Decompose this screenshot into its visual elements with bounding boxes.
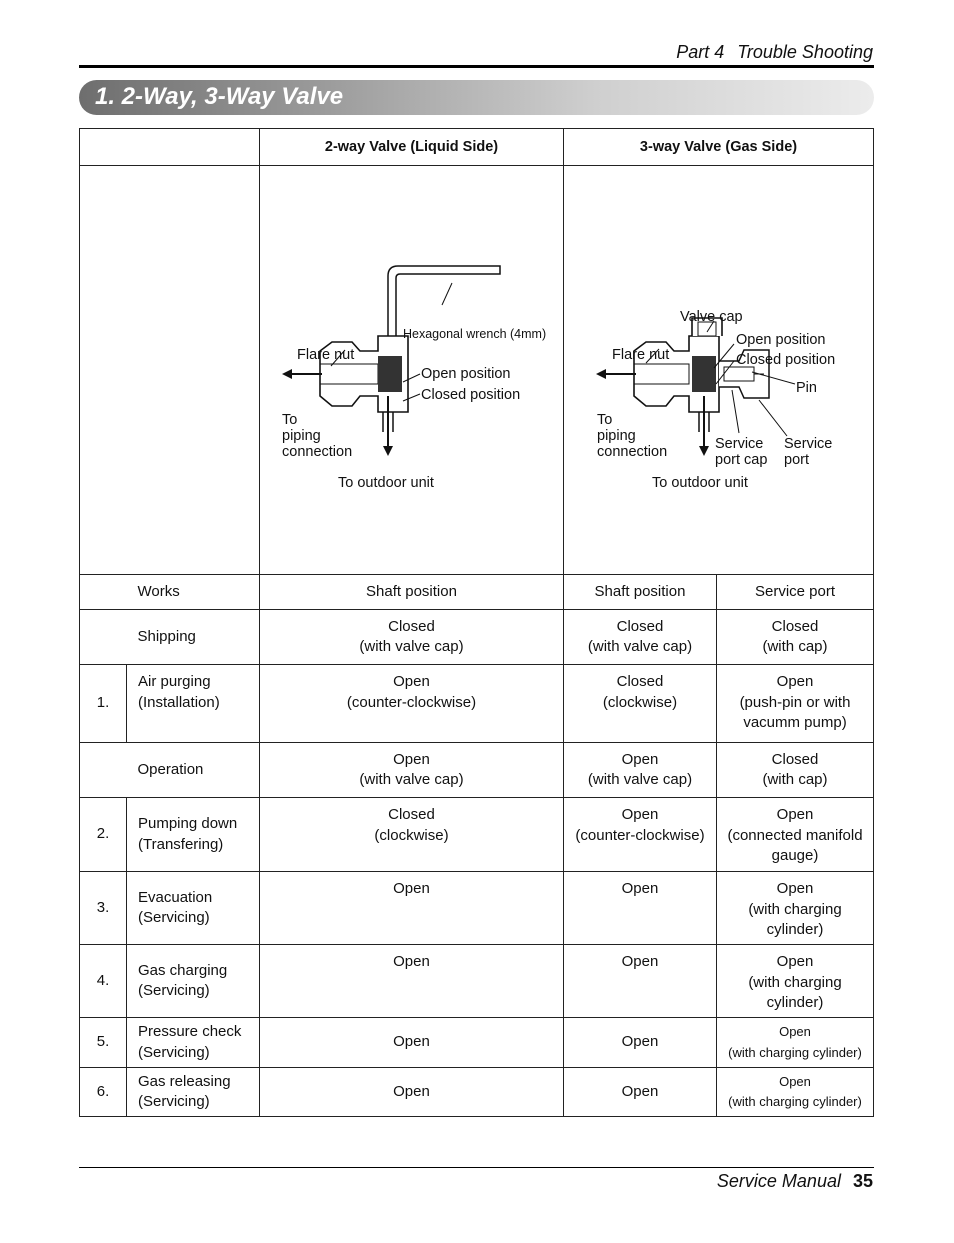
footer-rule [79, 1167, 874, 1168]
valve-table [79, 128, 874, 1117]
two-way-diagram-cell [260, 166, 564, 575]
row-two-way: Open [260, 945, 564, 1018]
label-valve-cap: Valve cap [680, 309, 743, 325]
row-num [80, 743, 127, 798]
row-port: Closed (with cap) [717, 743, 874, 798]
table-row [80, 798, 874, 872]
label-open-position: Open position [421, 366, 511, 382]
col-two-way: 2-way Valve (Liquid Side) [260, 129, 564, 166]
row-num: 6. [80, 1068, 127, 1117]
row-two-way: Open [260, 872, 564, 945]
label-flare-nut-3way: Flare nut [612, 347, 670, 363]
title-bar [79, 80, 874, 115]
page-title: 1. 2-Way, 3-Way Valve [95, 83, 344, 110]
table-header-row [80, 129, 874, 166]
page-footer [717, 1171, 873, 1192]
row-work: Pumping down (Transfering) [127, 798, 260, 872]
row-shaft: Open [564, 872, 717, 945]
row-work: Gas releasing (Servicing) [127, 1068, 260, 1117]
label-piping-3way: piping [597, 428, 636, 444]
diagram-row [80, 166, 874, 575]
row-two-way: Open (with valve cap) [260, 743, 564, 798]
table-row [80, 1018, 874, 1068]
row-num: 1. [80, 665, 127, 743]
two-way-valve-diagram [260, 166, 563, 574]
row-num: 3. [80, 872, 127, 945]
row-shaft: Closed (clockwise) [564, 665, 717, 743]
table-row [80, 665, 874, 743]
label-to: To [282, 412, 298, 428]
row-two-way: Closed (clockwise) [260, 798, 564, 872]
label-service-port-1: Service [784, 436, 833, 452]
row-work: Pressure check (Servicing) [127, 1018, 260, 1068]
label-connection: connection [282, 444, 353, 460]
three-way-valve-diagram [564, 166, 873, 574]
label-flare-nut: Flare nut [297, 347, 355, 363]
page-header [668, 42, 873, 63]
table-row [80, 945, 874, 1018]
label-pin: Pin [796, 380, 817, 396]
label-to-outdoor-3way: To outdoor unit [652, 475, 748, 491]
row-work: Operation [127, 743, 260, 798]
row-port: Open (push-pin or with vacumm pump) [717, 665, 874, 743]
subheader-works: Works [127, 575, 260, 610]
header-section: Trouble Shooting [737, 42, 873, 62]
row-shaft: Closed (with valve cap) [564, 610, 717, 665]
row-work: Evacuation (Servicing) [127, 872, 260, 945]
label-hex-wrench: Hexagonal wrench (4mm) [403, 327, 547, 341]
label-open-position-3way: Open position [736, 332, 826, 348]
row-work: Gas charging (Servicing) [127, 945, 260, 1018]
label-service-port-cap-2: port cap [715, 452, 768, 468]
row-port: Open (with charging cylinder) [717, 1068, 874, 1117]
three-way-diagram-cell [564, 166, 874, 575]
label-to-outdoor: To outdoor unit [338, 475, 434, 491]
label-piping: piping [282, 428, 321, 444]
row-num: 4. [80, 945, 127, 1018]
page-number: 35 [852, 1171, 873, 1191]
footer-manual: Service Manual [716, 1171, 841, 1191]
row-shaft: Open (counter-clockwise) [564, 798, 717, 872]
header-empty-cell [80, 129, 260, 166]
table-row [80, 872, 874, 945]
row-two-way: Open (counter-clockwise) [260, 665, 564, 743]
label-to-3way: To [597, 412, 613, 428]
table-row [80, 743, 874, 798]
diagram-empty-cell [80, 166, 260, 575]
table-row [80, 1068, 874, 1117]
subheader-row [80, 575, 874, 610]
subheader-num [80, 575, 127, 610]
row-two-way: Closed (with valve cap) [260, 610, 564, 665]
row-port: Closed (with cap) [717, 610, 874, 665]
row-work: Air purging (Installation) [127, 665, 260, 743]
row-two-way: Open [260, 1018, 564, 1068]
row-shaft: Open [564, 1018, 717, 1068]
col-three-way: 3-way Valve (Gas Side) [564, 129, 874, 166]
row-shaft: Open [564, 1068, 717, 1117]
row-shaft: Open [564, 945, 717, 1018]
row-num: 2. [80, 798, 127, 872]
label-closed-position-3way: Closed position [736, 352, 836, 368]
subheader-shaft-2way: Shaft position [260, 575, 564, 610]
row-port: Open (with charging cylinder) [717, 1018, 874, 1068]
subheader-shaft-3way: Shaft position [564, 575, 717, 610]
row-num: 5. [80, 1018, 127, 1068]
row-port: Open (with charging cylinder) [717, 945, 874, 1018]
subheader-service-port: Service port [717, 575, 874, 610]
table-row [80, 610, 874, 665]
label-service-port-cap-1: Service [715, 436, 764, 452]
row-port: Open (connected manifold gauge) [717, 798, 874, 872]
row-work: Shipping [127, 610, 260, 665]
row-num [80, 610, 127, 665]
row-port: Open (with charging cylinder) [717, 872, 874, 945]
label-service-port-2: port [784, 452, 809, 468]
label-connection-3way: connection [597, 444, 668, 460]
header-part: Part 4 [676, 42, 725, 62]
row-shaft: Open (with valve cap) [564, 743, 717, 798]
header-rule [79, 65, 874, 68]
row-two-way: Open [260, 1068, 564, 1117]
label-closed-position: Closed position [421, 387, 521, 403]
